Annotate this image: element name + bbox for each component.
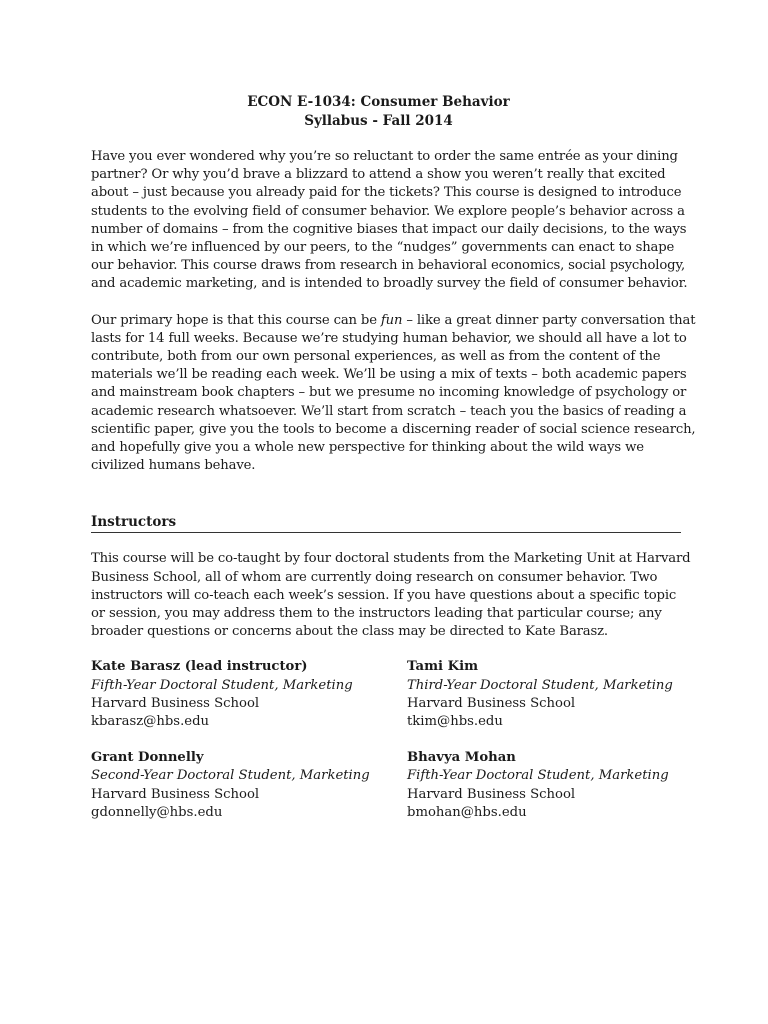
syllabus-subtitle: Syllabus - Fall 2014 [304, 113, 453, 129]
text-line: lasts for 14 full weeks. Because we’re studying human behavior, we should all have a lot to [91, 330, 687, 346]
text-line: academic research whatsoever. We’ll start from scratch – teach you the basics of reading a [91, 403, 687, 419]
text-fragment: Our primary hope is that this course can be [91, 312, 381, 328]
text-line: number of domains – from the cognitive biases that impact our daily decisions, to the ways [91, 221, 687, 237]
text-line: and mainstream book chapters – but we presume no incoming knowledge of psychology or [91, 385, 687, 401]
instructor-school: Harvard Business School [407, 695, 576, 711]
text-line: our behavior. This course draws from research in behavioral economics, social psychology, [91, 258, 686, 274]
instructor-email: kbarasz@hbs.edu [91, 714, 209, 730]
instructor-email: bmohan@hbs.edu [407, 804, 527, 820]
intro-paragraph-2 [91, 312, 696, 476]
instructor-school: Harvard Business School [91, 695, 260, 711]
text-line: This course will be co-taught by four doctoral students from the Marketing Unit at Harvard [91, 551, 691, 567]
instructor-name: Grant Donnelly [91, 750, 204, 766]
text-fragment: – like a great dinner party conversation that [402, 312, 696, 328]
text-line: and academic marketing, and is intended to broadly survey the field of consumer behavior. [91, 276, 688, 292]
instructor-role: Fifth-Year Doctoral Student, Marketing [91, 677, 353, 693]
title-block [76, 93, 681, 131]
text-line: Have you ever wondered why you’re so reluctant to order the same entrée as your dining [91, 149, 678, 164]
instructor-card-kate-barasz [91, 658, 407, 731]
instructor-card-grant-donnelly [91, 749, 407, 822]
document-page [91, 93, 696, 822]
instructor-email: tkim@hbs.edu [407, 714, 503, 730]
instructor-role: Third-Year Doctoral Student, Marketing [407, 677, 673, 693]
text-line [91, 312, 696, 330]
intro-paragraph-1 [91, 148, 688, 294]
text-line: materials we’ll be reading each week. We’ll be using a mix of texts – both academic papers [91, 367, 687, 383]
instructor-card-tami-kim [407, 658, 681, 731]
instructor-name: Kate Barasz (lead instructor) [91, 659, 308, 675]
instructor-email: gdonnelly@hbs.edu [91, 804, 223, 820]
text-line: Business School, all of whom are currently doing research on consumer behavior. Two [91, 569, 658, 585]
instructor-school: Harvard Business School [407, 786, 576, 802]
instructor-name: Bhavya Mohan [407, 750, 516, 766]
text-line: broader questions or concerns about the class may be directed to Kate Barasz. [91, 624, 608, 640]
instructors-heading: Instructors [91, 513, 681, 533]
instructor-card-bhavya-mohan [407, 749, 681, 822]
text-line: instructors will co-teach each week’s session. If you have questions about a specific topic [91, 587, 677, 603]
text-line: civilized humans behave. [91, 458, 256, 474]
text-line: scientific paper, give you the tools to become a discerning reader of social science research, [91, 421, 696, 437]
text-line: and hopefully give you a whole new perspective for thinking about the wild ways we [91, 440, 644, 456]
text-line: about – just because you already paid for the tickets? This course is designed to introduce [91, 185, 682, 201]
course-title: ECON E-1034: Consumer Behavior [247, 94, 510, 110]
text-line: partner? Or why you’d brave a blizzard to attend a show you weren’t really that excited [91, 167, 666, 183]
text-line: or session, you may address them to the instructors leading that particular course; any [91, 606, 662, 622]
instructor-name: Tami Kim [407, 659, 479, 675]
text-line: in which we’re influenced by our peers, to the “nudges” governments can enact to shape [91, 240, 675, 256]
instructors-paragraph [91, 550, 691, 641]
instructor-role: Second-Year Doctoral Student, Marketing [91, 768, 370, 784]
emphasis-fun: fun [380, 312, 403, 328]
instructor-list [91, 658, 681, 822]
text-line: students to the evolving field of consumer behavior. We explore people’s behavior across a [91, 203, 685, 219]
instructor-role: Fifth-Year Doctoral Student, Marketing [407, 768, 669, 784]
instructor-school: Harvard Business School [91, 786, 260, 802]
text-line: contribute, both from our own personal experiences, as well as from the content of the [91, 349, 661, 365]
